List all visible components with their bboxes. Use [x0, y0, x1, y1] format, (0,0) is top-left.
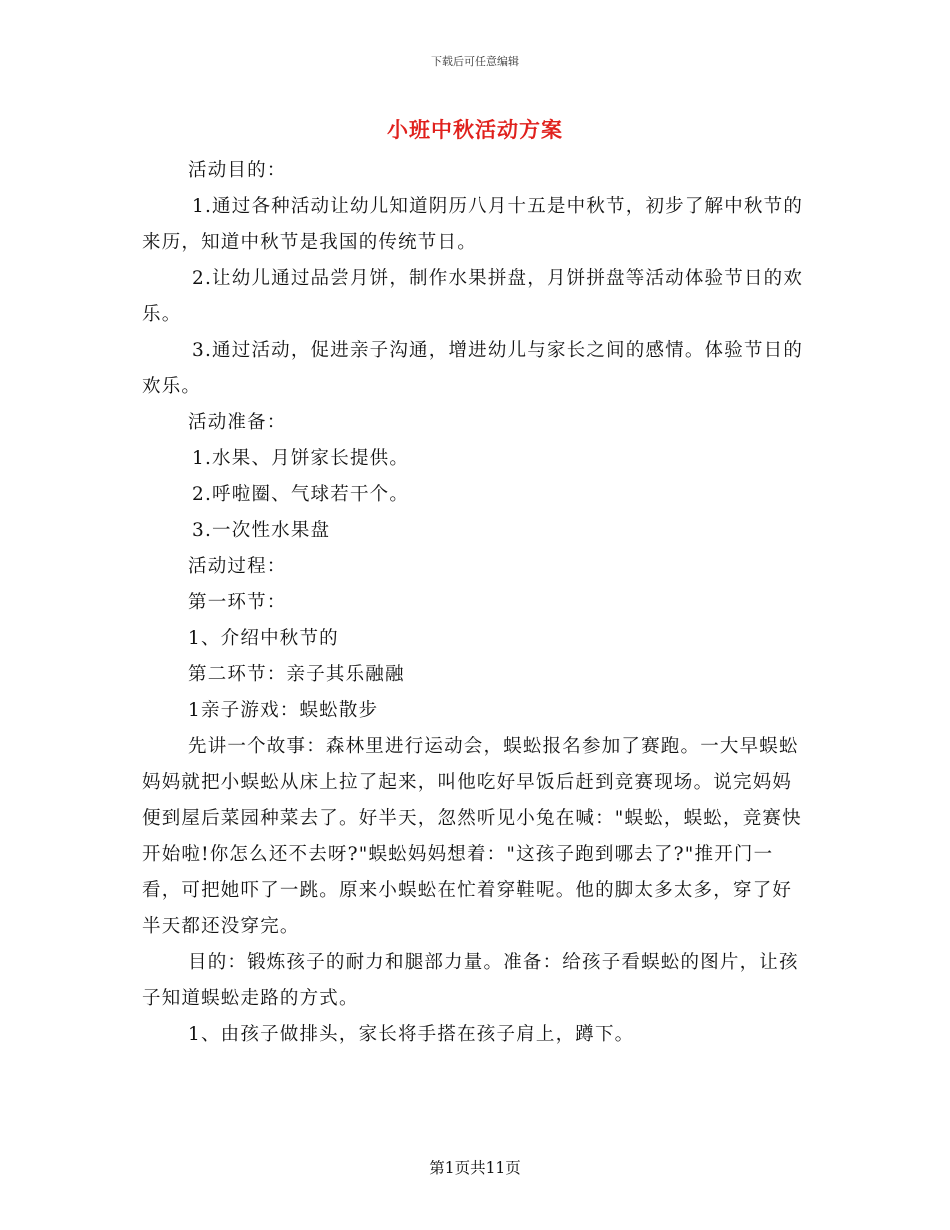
- document-body: [142, 153, 807, 1053]
- paragraph: 1.通过各种活动让幼儿知道阴历八月十五是中秋节，初步了解中秋节的来历，知道中秋节是我国的传统节日。: [142, 196, 804, 253]
- section-heading-goals: 活动目的：: [188, 160, 287, 181]
- subsection-heading: 第二环节：亲子其乐融融: [188, 664, 405, 685]
- section-heading-preparation: 活动准备：: [188, 412, 287, 433]
- paragraph: 目的：锻炼孩子的耐力和腿部力量。准备：给孩子看蜈蚣的图片，让孩子知道蜈蚣走路的方式。: [142, 952, 799, 1009]
- header-note: 下载后可任意编辑: [431, 55, 519, 68]
- paragraph: 3.通过活动，促进亲子沟通，增进幼儿与家长之间的感情。体验节日的欢乐。: [142, 340, 804, 397]
- subsection-heading: 第一环节：: [188, 592, 287, 613]
- page-number: 第1页共11页: [429, 1159, 521, 1177]
- list-item: 3.一次性水果盘: [192, 520, 331, 541]
- paragraph: 2.让幼儿通过品尝月饼，制作水果拼盘，月饼拼盘等活动体验节日的欢乐。: [142, 268, 804, 325]
- paragraph: 先讲一个故事：森林里进行运动会，蜈蚣报名参加了赛跑。一大早蜈蚣妈妈就把小蜈蚣从床上拉了起来，叫他吃好早饭后赶到竞赛现场。说完妈妈便到屋后菜园种菜去了。好半天，忽然听见小兔在喊："蜈蚣，蜈蚣，竞赛快开始啦!你怎么还不去呀?"蜈蚣妈妈想着："这孩子跑到哪去了?"推开门一看，可把她吓了一跳。原来小蜈蚣在忙着穿鞋呢。他的脚太多太多，穿了好半天都还没穿完。: [142, 736, 802, 937]
- list-item: 1亲子游戏：蜈蚣散步: [188, 700, 379, 721]
- list-item: 1、由孩子做排头，家长将手搭在孩子肩上，蹲下。: [188, 1024, 635, 1045]
- document-title: 小班中秋活动方案: [387, 117, 563, 142]
- section-heading-process: 活动过程：: [188, 556, 287, 577]
- list-item: 1、介绍中秋节的: [188, 628, 339, 649]
- list-item: 1.水果、月饼家长提供。: [192, 448, 410, 469]
- list-item: 2.呼啦圈、气球若干个。: [192, 484, 410, 505]
